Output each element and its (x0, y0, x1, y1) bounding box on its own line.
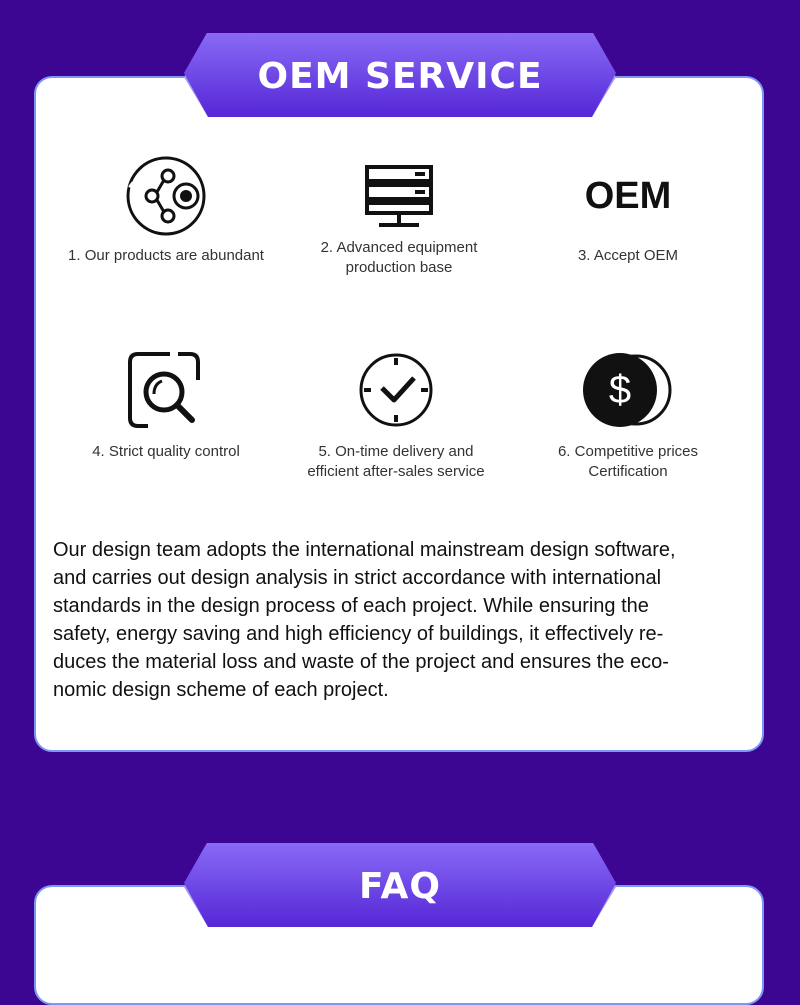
faq-banner (180, 843, 620, 935)
feature-quality-control (46, 350, 286, 462)
magnifier-icon (126, 350, 206, 430)
dollar-sign: $ (608, 368, 632, 412)
description-line: and carries out design analysis in strict accordance with international (53, 567, 662, 589)
description-line: safety, energy saving and high efficiency of buildings, it effectively re- (53, 623, 664, 645)
feature-on-time-delivery (276, 350, 516, 482)
feature-advanced-equipment (279, 164, 519, 278)
description-line: duces the material loss and waste of the project and ensures the eco- (53, 651, 669, 673)
server-rack-icon (363, 164, 435, 230)
network-target-icon (124, 154, 208, 238)
description-line: nomic design scheme of each project. (53, 679, 389, 701)
feature-label: 5. On-time delivery and efficient after-sales service (307, 443, 485, 480)
feature-products-abundant (46, 154, 286, 266)
feature-accept-oem (508, 174, 748, 266)
dollar-coin-icon (582, 350, 674, 430)
feature-label: 3. Accept OEM (577, 247, 679, 264)
feature-label: 4. Strict quality control (92, 443, 240, 460)
section-title: FAQ (359, 865, 441, 907)
description-line: Our design team adopts the international mainstream design software, (53, 539, 676, 561)
description-line: standards in the design process of each project. While ensuring the (53, 595, 649, 617)
section-title: OEM SERVICE (257, 55, 543, 97)
feature-label: 1. Our products are abundant (68, 247, 264, 264)
feature-label: 2. Advanced equipment production base (320, 239, 478, 276)
clock-icon (356, 350, 436, 430)
oem-description (53, 536, 753, 704)
feature-label: 6. Competitive prices Certification (557, 443, 699, 480)
oem-service-banner (180, 33, 620, 125)
feature-competitive-prices (508, 350, 748, 482)
oem-text-icon: OEM (584, 175, 672, 217)
